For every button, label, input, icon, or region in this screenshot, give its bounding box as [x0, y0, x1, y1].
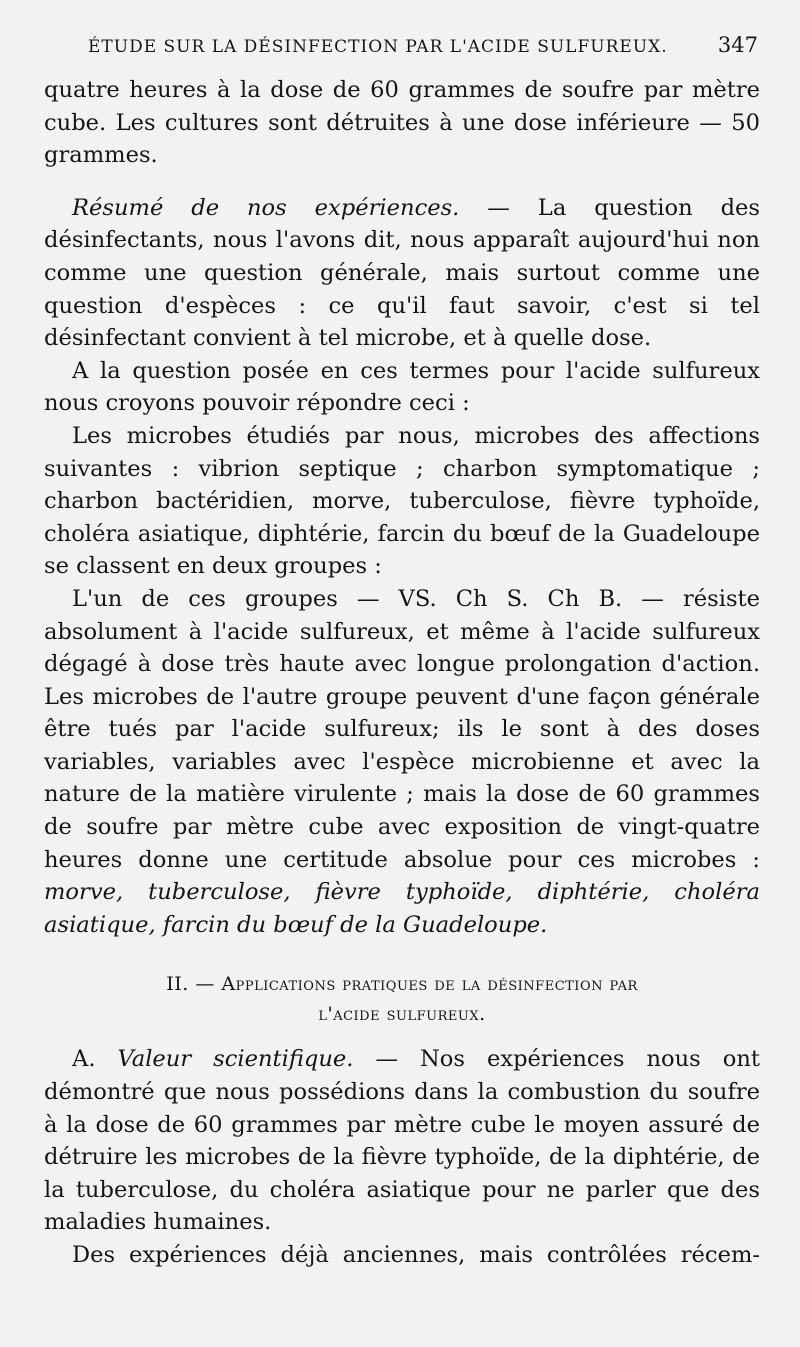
- groups-list: morve, tuberculose, fièvre typhoïde, diphtérie, choléra asiatique, farcin du bœuf de la Guadeloupe.: [44, 879, 760, 938]
- groups-text: L'un de ces groupes — VS. Ch S. Ch B. — résiste absolument à l'acide sulfureux, et même à l'acide sulfureux dégagé à dose très haute avec longue prolongation d'action. Les microbes de l'autre groupe peuvent d'une façon générale être tués par l'acide sulfureux; ils le sont à des doses variables, variables avec l'espèce microbienne et avec la nature de la matière virulente ; mais la dose de 60 grammes de soufre par mètre cube avec exposition de vingt-quatre heures donne une certitude absolue pour ces microbes :: [44, 585, 760, 873]
- paragraph-microbes: Les microbes étudiés par nous, microbes des affections suivantes : vibrion septique ; charbon symptomatique ; charbon bactéridien, morve, tuberculose, fièvre typhoïde, choléra asiatique, diphtérie, farcin du bœuf de la Guadeloupe se classent en deux groupes :: [44, 422, 760, 580]
- paragraph-last: Des expériences déjà anciennes, mais contrôlées récem-: [72, 1242, 760, 1268]
- paragraph-1: quatre heures à la dose de 60 grammes de soufre par mètre cube. Les cultures sont détruites à une dose inférieure — 50 grammes.: [44, 77, 760, 169]
- paragraph-groups: [44, 583, 760, 942]
- section-title-line-1: II. — Applications pratiques de la désinfection par: [166, 973, 638, 996]
- running-header: [88, 33, 758, 61]
- valeur-letter: A.: [72, 1046, 118, 1073]
- valeur-heading: Valeur scientifique.: [117, 1046, 354, 1073]
- valeur-text: — Nos expériences nous ont démontré que nous possédions dans la combustion du soufre à la dose de 60 grammes par mètre cube le moyen assuré de détruire les microbes de la fièvre typhoïde, de la diphtérie, de la tuberculose, du choléra asiatique pour ne parler que des maladies humaines.: [44, 1046, 760, 1236]
- body-text: [44, 74, 760, 1272]
- paragraph-summary: [44, 192, 760, 355]
- running-title: ÉTUDE SUR LA DÉSINFECTION PAR L'ACIDE SULFUREUX.: [88, 37, 668, 57]
- section-title: [44, 969, 760, 1029]
- page-number: 347: [717, 33, 758, 57]
- section-title-line-2: l'acide sulfureux.: [318, 1003, 486, 1026]
- summary-heading: Résumé de nos expériences.: [72, 194, 460, 221]
- summary-text: — La question des désinfectants, nous l'avons dit, nous apparaît aujourd'hui non comme une question générale, mais surtout comme une question d'espèces : ce qu'il faut savoir, c'est si tel désinfectant convient à tel microbe, et à quelle dose.: [44, 194, 760, 352]
- paragraph-valeur: [44, 1043, 760, 1239]
- paragraph-question: A la question posée en ces termes pour l'acide sulfureux nous croyons pouvoir répondre ceci :: [44, 357, 760, 417]
